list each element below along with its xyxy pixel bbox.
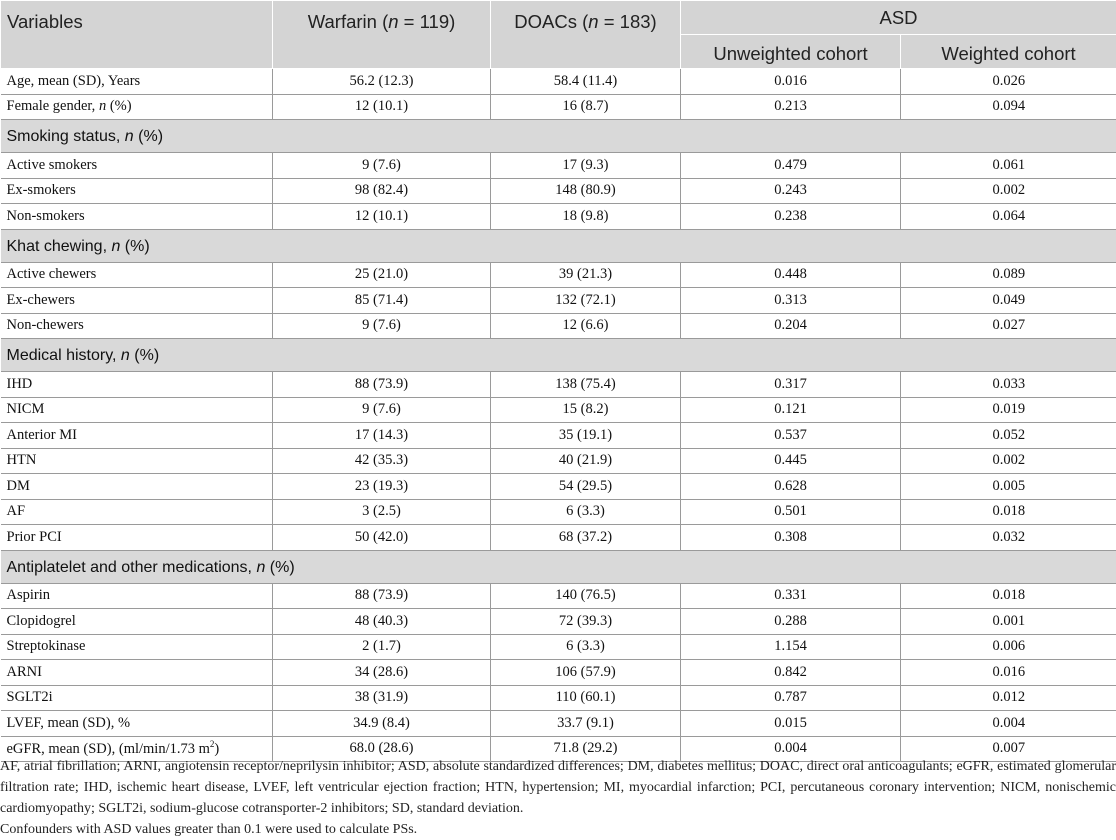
doacs-value: 72 (39.3) <box>491 609 681 635</box>
unweighted-asd-value: 0.479 <box>681 153 901 179</box>
table-row <box>1 474 1116 500</box>
warfarin-value: 12 (10.1) <box>273 204 491 230</box>
doacs-value: 110 (60.1) <box>491 685 681 711</box>
unweighted-asd-value: 0.317 <box>681 372 901 398</box>
header-variables: Variables <box>1 1 273 69</box>
row-label: Aspirin <box>1 583 273 609</box>
unweighted-asd-value: 0.204 <box>681 313 901 339</box>
table-row <box>1 685 1116 711</box>
section-header-row <box>1 339 1116 372</box>
warfarin-value: 9 (7.6) <box>273 153 491 179</box>
table-row <box>1 288 1116 314</box>
weighted-asd-value: 0.006 <box>901 634 1116 660</box>
table-row <box>1 313 1116 339</box>
table-sections <box>1 120 1116 737</box>
doacs-value: 140 (76.5) <box>491 583 681 609</box>
weighted-asd-value: 0.012 <box>901 685 1116 711</box>
unweighted-asd-value: 0.448 <box>681 262 901 288</box>
doacs-value: 12 (6.6) <box>491 313 681 339</box>
section-title: Antiplatelet and other medications, n (%) <box>1 550 1116 583</box>
doacs-value: 18 (9.8) <box>491 204 681 230</box>
confounders-footnote: Confounders with ASD values greater than 0.1 were used to calculate PSs. <box>0 819 1116 840</box>
weighted-asd-value: 0.027 <box>901 313 1116 339</box>
row-label: eGFR, mean (SD), (ml/min/1.73 $m^2$) <box>1 736 273 762</box>
weighted-asd-value: 0.049 <box>901 288 1116 314</box>
table-row <box>1 94 1116 120</box>
warfarin-value: 88 (73.9) <box>273 583 491 609</box>
table-row <box>1 153 1116 179</box>
table-row <box>1 525 1116 551</box>
table-row <box>1 499 1116 525</box>
table-row <box>1 262 1116 288</box>
warfarin-value: 2 (1.7) <box>273 634 491 660</box>
unweighted-asd-value: 0.213 <box>681 94 901 120</box>
doacs-value: 148 (80.9) <box>491 178 681 204</box>
doacs-value: 16 (8.7) <box>491 94 681 120</box>
row-label: Ex-chewers <box>1 288 273 314</box>
row-label: Streptokinase <box>1 634 273 660</box>
doacs-value: 40 (21.9) <box>491 448 681 474</box>
row-label: Prior PCI <box>1 525 273 551</box>
table-row <box>1 634 1116 660</box>
weighted-asd-value: 0.032 <box>901 525 1116 551</box>
unweighted-asd-value: 0.501 <box>681 499 901 525</box>
warfarin-value: 3 (2.5) <box>273 499 491 525</box>
row-label: Active chewers <box>1 262 273 288</box>
unweighted-asd-value: 0.842 <box>681 660 901 686</box>
section-header-row <box>1 120 1116 153</box>
warfarin-value: 25 (21.0) <box>273 262 491 288</box>
doacs-value: 138 (75.4) <box>491 372 681 398</box>
doacs-value: 132 (72.1) <box>491 288 681 314</box>
warfarin-value: 85 (71.4) <box>273 288 491 314</box>
doacs-value: 33.7 (9.1) <box>491 711 681 737</box>
row-label: Age, mean (SD), Years <box>1 69 273 95</box>
table-footnotes <box>0 756 1116 840</box>
doacs-value: 71.8 (29.2) <box>491 736 681 762</box>
table-row <box>1 178 1116 204</box>
unweighted-asd-value: 0.787 <box>681 685 901 711</box>
unweighted-asd-value: 0.628 <box>681 474 901 500</box>
unweighted-asd-value: 0.331 <box>681 583 901 609</box>
header-unweighted-cohort: Unweighted cohort <box>681 35 901 69</box>
weighted-asd-value: 0.026 <box>901 69 1116 95</box>
row-label: Active smokers <box>1 153 273 179</box>
weighted-asd-value: 0.061 <box>901 153 1116 179</box>
unweighted-asd-value: 0.238 <box>681 204 901 230</box>
row-label: LVEF, mean (SD), % <box>1 711 273 737</box>
row-label: Non-chewers <box>1 313 273 339</box>
warfarin-value: 34.9 (8.4) <box>273 711 491 737</box>
weighted-asd-value: 0.018 <box>901 499 1116 525</box>
weighted-asd-value: 0.052 <box>901 423 1116 449</box>
warfarin-value: 34 (28.6) <box>273 660 491 686</box>
warfarin-value: 98 (82.4) <box>273 178 491 204</box>
unweighted-asd-value: 0.243 <box>681 178 901 204</box>
unweighted-asd-value: 0.121 <box>681 397 901 423</box>
doacs-value: 15 (8.2) <box>491 397 681 423</box>
row-label: HTN <box>1 448 273 474</box>
weighted-asd-value: 0.005 <box>901 474 1116 500</box>
warfarin-value: 88 (73.9) <box>273 372 491 398</box>
header-asd: ASD <box>681 1 1116 35</box>
weighted-asd-value: 0.004 <box>901 711 1116 737</box>
weighted-asd-value: 0.002 <box>901 178 1116 204</box>
warfarin-value: 50 (42.0) <box>273 525 491 551</box>
unweighted-asd-value: 0.004 <box>681 736 901 762</box>
table-row <box>1 423 1116 449</box>
table-row <box>1 660 1116 686</box>
weighted-asd-value: 0.094 <box>901 94 1116 120</box>
table-row <box>1 69 1116 95</box>
warfarin-value: 23 (19.3) <box>273 474 491 500</box>
table-header <box>1 1 1116 69</box>
section-header-row <box>1 229 1116 262</box>
table-body <box>1 69 1116 120</box>
unweighted-asd-value: 1.154 <box>681 634 901 660</box>
table-row <box>1 583 1116 609</box>
section-title: Smoking status, n (%) <box>1 120 1116 153</box>
table-row <box>1 711 1116 737</box>
doacs-value: 17 (9.3) <box>491 153 681 179</box>
unweighted-asd-value: 0.288 <box>681 609 901 635</box>
header-warfarin: Warfarin (n = 119) <box>273 1 491 69</box>
warfarin-value: 9 (7.6) <box>273 397 491 423</box>
warfarin-value: 12 (10.1) <box>273 94 491 120</box>
section-title: Khat chewing, n (%) <box>1 229 1116 262</box>
unweighted-asd-value: 0.313 <box>681 288 901 314</box>
warfarin-value: 48 (40.3) <box>273 609 491 635</box>
warfarin-value: 68.0 (28.6) <box>273 736 491 762</box>
doacs-value: 6 (3.3) <box>491 499 681 525</box>
row-label: Non-smokers <box>1 204 273 230</box>
weighted-asd-value: 0.019 <box>901 397 1116 423</box>
unweighted-asd-value: 0.308 <box>681 525 901 551</box>
row-label: ARNI <box>1 660 273 686</box>
header-doacs: DOACs (n = 183) <box>491 1 681 69</box>
unweighted-asd-value: 0.537 <box>681 423 901 449</box>
weighted-asd-value: 0.033 <box>901 372 1116 398</box>
abbreviations-footnote: AF, atrial fibrillation; ARNI, angiotensin receptor/neprilysin inhibitor; ASD, absolute standardized differences; DM, diabetes mellitus; DOAC, direct oral anticoagulants; eGFR, estimated glomerular filtration rate; IHD, ischemic heart disease, LVEF, left ventricular ejection fraction; HTN, hypertension; MI, myocardial infarction; PCI, percutaneous coronary intervention; NICM, nonischemic cardiomyopathy; SGLT2i, sodium-glucose cotransporter-2 inhibitors; SD, standard deviation. <box>0 756 1116 819</box>
doacs-value: 54 (29.5) <box>491 474 681 500</box>
unweighted-asd-value: 0.016 <box>681 69 901 95</box>
warfarin-value: 56.2 (12.3) <box>273 69 491 95</box>
doacs-value: 39 (21.3) <box>491 262 681 288</box>
weighted-asd-value: 0.018 <box>901 583 1116 609</box>
row-label: IHD <box>1 372 273 398</box>
warfarin-value: 9 (7.6) <box>273 313 491 339</box>
doacs-value: 6 (3.3) <box>491 634 681 660</box>
row-label: AF <box>1 499 273 525</box>
weighted-asd-value: 0.064 <box>901 204 1116 230</box>
warfarin-value: 42 (35.3) <box>273 448 491 474</box>
table-row <box>1 372 1116 398</box>
row-label: Ex-smokers <box>1 178 273 204</box>
doacs-value: 68 (37.2) <box>491 525 681 551</box>
weighted-asd-value: 0.007 <box>901 736 1116 762</box>
row-label: Anterior MI <box>1 423 273 449</box>
weighted-asd-value: 0.089 <box>901 262 1116 288</box>
row-label: NICM <box>1 397 273 423</box>
row-label: DM <box>1 474 273 500</box>
unweighted-asd-value: 0.015 <box>681 711 901 737</box>
row-label: Clopidogrel <box>1 609 273 635</box>
weighted-asd-value: 0.002 <box>901 448 1116 474</box>
table-row <box>1 609 1116 635</box>
section-header-row <box>1 550 1116 583</box>
row-label: SGLT2i <box>1 685 273 711</box>
warfarin-value: 17 (14.3) <box>273 423 491 449</box>
weighted-asd-value: 0.016 <box>901 660 1116 686</box>
section-title: Medical history, n (%) <box>1 339 1116 372</box>
unweighted-asd-value: 0.445 <box>681 448 901 474</box>
table-row <box>1 448 1116 474</box>
doacs-value: 58.4 (11.4) <box>491 69 681 95</box>
table-row <box>1 397 1116 423</box>
table-row <box>1 204 1116 230</box>
row-label: Female gender, n (%) <box>1 94 273 120</box>
doacs-value: 106 (57.9) <box>491 660 681 686</box>
header-weighted-cohort: Weighted cohort <box>901 35 1116 69</box>
warfarin-value: 38 (31.9) <box>273 685 491 711</box>
doacs-value: 35 (19.1) <box>491 423 681 449</box>
weighted-asd-value: 0.001 <box>901 609 1116 635</box>
